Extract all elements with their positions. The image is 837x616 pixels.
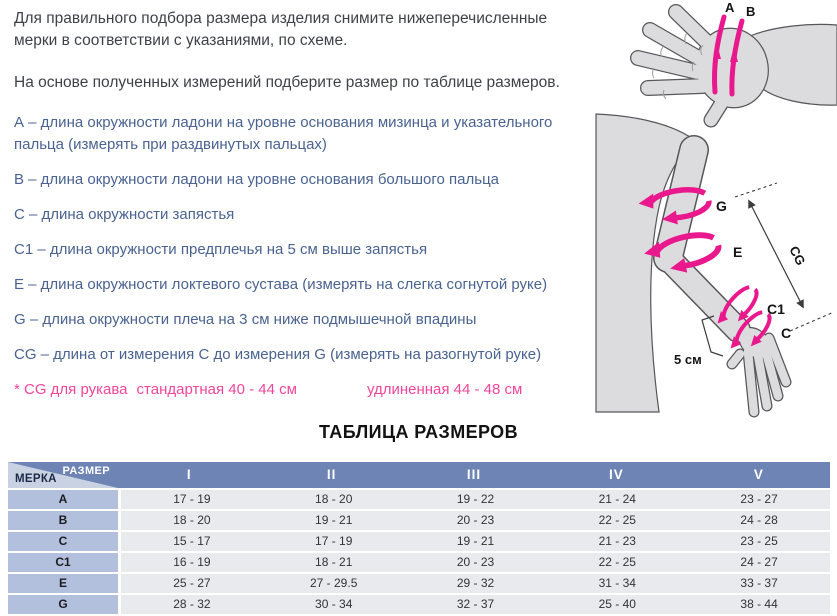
column-header-2: II (326, 467, 337, 482)
table-header-row (8, 462, 830, 488)
label-e: E (733, 244, 743, 260)
row-values (121, 595, 830, 614)
cell: 20 - 23 (456, 555, 495, 569)
cell: 21 - 24 (598, 492, 636, 506)
column-header-3: III (466, 467, 482, 482)
cell: 27 - 29.5 (310, 576, 358, 590)
cell: 22 - 25 (598, 513, 636, 527)
column-header-1: I (186, 467, 192, 482)
label-c1: C1 (767, 301, 785, 317)
cell: 17 - 19 (315, 534, 353, 548)
measurement-item-b: В – длина окружности ладони на уровне основания большого пальца (14, 171, 500, 188)
cell: 23 - 27 (740, 492, 778, 506)
cg-note-extended: удлиненная 44 - 48 см (366, 381, 523, 398)
label-a: A (725, 0, 735, 15)
row-values (121, 511, 830, 530)
table-row (8, 595, 830, 614)
size-columns (118, 462, 830, 488)
cell: 25 - 40 (598, 597, 636, 611)
cell: 19 - 21 (456, 534, 495, 548)
label-g: G (716, 198, 727, 214)
cell: 31 - 34 (598, 576, 636, 590)
cell: 20 - 23 (456, 513, 495, 527)
measurement-list (14, 112, 589, 366)
measurement-item-c1: С1 – длина окружности предплечья на 5 см выше запястья (14, 241, 428, 258)
row-values (121, 532, 830, 551)
cell: 30 - 34 (315, 597, 353, 611)
table-corner-cell (8, 462, 118, 488)
cell: 24 - 28 (740, 513, 778, 527)
cell: 19 - 22 (456, 492, 495, 506)
row-values (121, 490, 830, 509)
cell: 22 - 25 (598, 555, 636, 569)
size-table (8, 462, 830, 614)
cell: 17 - 19 (173, 492, 211, 506)
table-row (8, 490, 830, 509)
table-row (8, 574, 830, 593)
cell: 24 - 27 (740, 555, 778, 569)
cell: 29 - 32 (456, 576, 495, 590)
cell: 18 - 20 (173, 513, 211, 527)
row-label: А (8, 490, 118, 509)
cell: 16 - 19 (173, 555, 211, 569)
measurement-item-a: А – длина окружности ладони на уровне основания мизинца и указательного пальца (измерять при раздвинутых пальцах) (14, 114, 553, 153)
cell: 25 - 27 (173, 576, 211, 590)
row-values (121, 574, 830, 593)
cell: 32 - 37 (456, 597, 495, 611)
cell: 33 - 37 (740, 576, 778, 590)
row-label: С1 (8, 553, 118, 572)
row-label: В (8, 511, 118, 530)
cg-note-prefix: * CG для рукава (14, 381, 128, 398)
corner-measure-label: МЕРКА (15, 473, 57, 485)
measurement-item-e: Е – длина окружности локтевого сустава (измерять на слегка согнутой руке) (14, 276, 548, 293)
row-values (121, 553, 830, 572)
table-row (8, 553, 830, 572)
instructions-column (14, 0, 589, 401)
dashed-line-g (735, 183, 777, 197)
label-cg: CG (786, 243, 809, 268)
cell: 28 - 32 (173, 597, 211, 611)
dashed-line-c (790, 312, 834, 331)
measurement-diagram (590, 0, 837, 430)
cell: 21 - 23 (598, 534, 636, 548)
cell: 38 - 44 (740, 597, 778, 611)
corner-size-label: РАЗМЕР (62, 465, 110, 477)
row-label: Е (8, 574, 118, 593)
table-row (8, 532, 830, 551)
measurement-item-c: С – длина окружности запястья (14, 206, 235, 223)
intro-paragraph-2: На основе полученных измерений подберите размер по таблице размеров. (14, 74, 560, 91)
label-5cm: 5 см (674, 352, 702, 367)
measurement-item-g: G – длина окружности плеча на 3 см ниже подмышечной впадины (14, 311, 477, 328)
table-row (8, 511, 830, 530)
cg-sleeve-note (14, 379, 589, 401)
cg-note-standard: стандартная 40 - 44 см (136, 381, 297, 398)
hand-illustration (638, 0, 837, 120)
row-label: G (8, 595, 118, 614)
cell: 18 - 20 (315, 492, 353, 506)
cell: 15 - 17 (173, 534, 211, 548)
cell: 18 - 21 (315, 555, 353, 569)
cell: 19 - 21 (315, 513, 353, 527)
arm-illustration (596, 114, 834, 412)
label-c: C (781, 325, 792, 341)
cell: 23 - 25 (740, 534, 778, 548)
size-table-title: ТАБЛИЦА РАЗМЕРОВ (319, 422, 518, 442)
intro-paragraph-1: Для правильного подбора размера изделия снимите нижеперечисленные мерки в соответствии с указаниями, по схеме. (14, 10, 548, 49)
label-b: B (746, 4, 756, 19)
column-header-4: IV (609, 467, 624, 482)
measurement-item-cg: CG – длина от измерения С до измерения G (измерять на разогнутой руке) (14, 346, 542, 363)
column-header-5: V (753, 467, 764, 482)
row-label: С (8, 532, 118, 551)
